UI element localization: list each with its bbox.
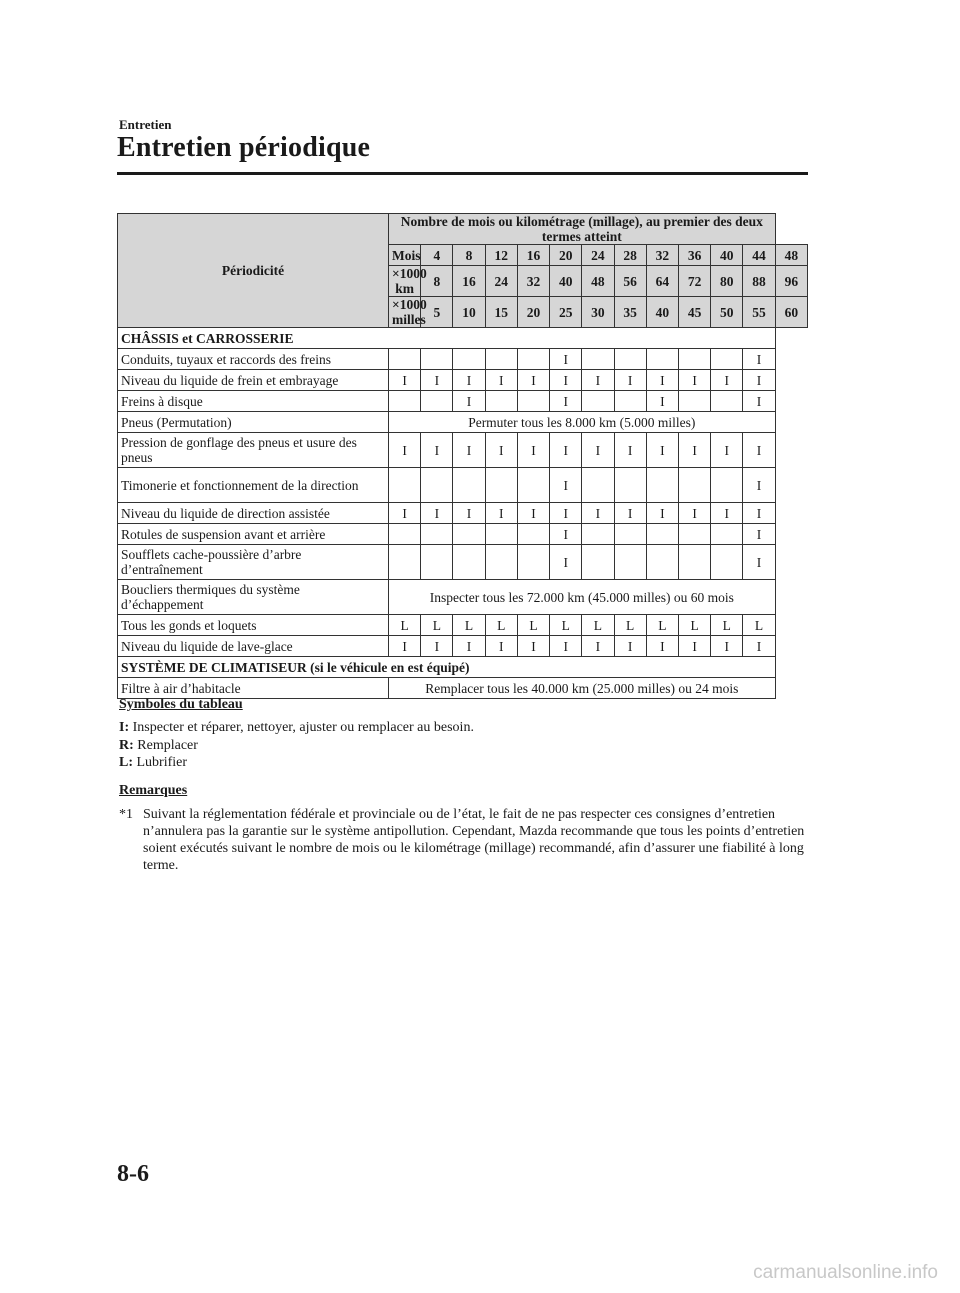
service-cell: I bbox=[485, 503, 517, 524]
service-cell: I bbox=[678, 370, 710, 391]
service-cell: I bbox=[550, 433, 582, 468]
service-cell bbox=[614, 468, 646, 503]
months-value: 28 bbox=[614, 245, 646, 266]
service-cell bbox=[582, 349, 614, 370]
service-cell bbox=[389, 524, 421, 545]
service-cell bbox=[614, 524, 646, 545]
service-cell: I bbox=[517, 503, 549, 524]
section-label: Entretien bbox=[119, 117, 172, 132]
months-value: 44 bbox=[743, 245, 775, 266]
row-label: Niveau du liquide de lave-glace bbox=[118, 636, 389, 657]
row-label: Conduits, tuyaux et raccords des freins bbox=[118, 349, 389, 370]
symbol-key: R: bbox=[119, 738, 134, 753]
service-cell: I bbox=[711, 433, 743, 468]
service-cell: I bbox=[389, 370, 421, 391]
row-label: Niveau du liquide de frein et embrayage bbox=[118, 370, 389, 391]
symbol-text: Remplacer bbox=[137, 738, 198, 753]
service-cell: I bbox=[550, 545, 582, 580]
row-label: Filtre à air d’habitacle bbox=[118, 678, 389, 699]
service-cell: I bbox=[743, 545, 775, 580]
service-cell: I bbox=[550, 503, 582, 524]
service-cell bbox=[678, 524, 710, 545]
service-cell: I bbox=[485, 636, 517, 657]
table-row bbox=[118, 349, 808, 370]
symbol-legend-item bbox=[119, 720, 474, 736]
miles-value: 10 bbox=[453, 297, 485, 328]
service-cell: L bbox=[389, 615, 421, 636]
table-row bbox=[118, 678, 808, 699]
row-interval-note: Remplacer tous les 40.000 km (25.000 milles) ou 24 mois bbox=[389, 678, 776, 699]
km-value: 72 bbox=[678, 266, 710, 297]
service-cell: I bbox=[550, 636, 582, 657]
miles-value: 15 bbox=[485, 297, 517, 328]
service-cell bbox=[485, 391, 517, 412]
service-cell bbox=[614, 545, 646, 580]
symbol-legend-item bbox=[119, 755, 187, 771]
service-cell: I bbox=[743, 433, 775, 468]
symbols-title: Symboles du tableau bbox=[119, 697, 243, 712]
service-cell: I bbox=[421, 433, 453, 468]
table-row bbox=[118, 412, 808, 433]
service-cell: I bbox=[646, 433, 678, 468]
months-value: 16 bbox=[517, 245, 549, 266]
watermark: carmanualsonline.info bbox=[753, 1262, 938, 1283]
service-cell: I bbox=[453, 636, 485, 657]
service-cell bbox=[646, 468, 678, 503]
row-label: Soufflets cache-poussière d’arbre d’entraînement bbox=[118, 545, 389, 580]
row-label: Timonerie et fonctionnement de la direction bbox=[118, 468, 389, 503]
km-value: 64 bbox=[646, 266, 678, 297]
table-row bbox=[118, 468, 808, 503]
remark-text: Suivant la réglementation fédérale et provinciale ou de l’état, le fait de ne pas respecter ces consignes d’entretien n’annulera pas la garantie sur le système antipollution. Cependant, Mazda recommande que tous les points d’entretien soient exécutés suivant le nombre de mois ou le kilométrage (millage) recommandé, afin d’assurer une fiabilité à long terme. bbox=[143, 807, 805, 873]
service-cell bbox=[678, 391, 710, 412]
months-value: 4 bbox=[421, 245, 453, 266]
service-cell: I bbox=[389, 503, 421, 524]
symbol-text: Lubrifier bbox=[136, 755, 188, 770]
service-cell: I bbox=[614, 433, 646, 468]
service-cell: I bbox=[421, 503, 453, 524]
km-value: 32 bbox=[517, 266, 549, 297]
service-cell: L bbox=[582, 615, 614, 636]
service-cell: I bbox=[582, 433, 614, 468]
symbol-key: L: bbox=[119, 755, 133, 770]
service-cell: I bbox=[421, 370, 453, 391]
service-cell: L bbox=[711, 615, 743, 636]
service-cell: I bbox=[582, 636, 614, 657]
service-cell bbox=[453, 349, 485, 370]
miles-value: 55 bbox=[743, 297, 775, 328]
symbol-text: Inspecter et réparer, nettoyer, ajuster ou remplacer au besoin. bbox=[132, 720, 474, 735]
service-cell: I bbox=[517, 433, 549, 468]
km-value: 8 bbox=[421, 266, 453, 297]
service-cell: I bbox=[614, 370, 646, 391]
remark-item bbox=[119, 806, 811, 874]
service-cell: I bbox=[614, 503, 646, 524]
km-value: 48 bbox=[582, 266, 614, 297]
service-cell: I bbox=[711, 636, 743, 657]
service-cell: I bbox=[517, 636, 549, 657]
service-cell: I bbox=[453, 370, 485, 391]
service-cell: I bbox=[678, 503, 710, 524]
service-cell bbox=[421, 545, 453, 580]
page-number: 8-6 bbox=[117, 1161, 149, 1187]
service-cell: I bbox=[582, 503, 614, 524]
service-cell: I bbox=[582, 370, 614, 391]
miles-value: 45 bbox=[678, 297, 710, 328]
page-title: Entretien périodique bbox=[117, 132, 371, 163]
row-label: Freins à disque bbox=[118, 391, 389, 412]
service-cell: I bbox=[485, 433, 517, 468]
service-cell: I bbox=[743, 636, 775, 657]
miles-value: 35 bbox=[614, 297, 646, 328]
table-row bbox=[118, 615, 808, 636]
service-cell bbox=[711, 391, 743, 412]
service-cell: L bbox=[517, 615, 549, 636]
service-cell: I bbox=[550, 370, 582, 391]
months-value: 40 bbox=[711, 245, 743, 266]
table-row bbox=[118, 636, 808, 657]
service-cell bbox=[485, 524, 517, 545]
service-cell bbox=[421, 468, 453, 503]
months-value: 8 bbox=[453, 245, 485, 266]
months-value: 20 bbox=[550, 245, 582, 266]
table-row bbox=[118, 391, 808, 412]
service-cell: I bbox=[743, 391, 775, 412]
service-cell: I bbox=[743, 370, 775, 391]
service-cell: L bbox=[485, 615, 517, 636]
remark-marker: *1 bbox=[119, 807, 133, 822]
miles-value: 20 bbox=[517, 297, 549, 328]
title-divider bbox=[117, 172, 808, 175]
service-cell bbox=[678, 468, 710, 503]
service-cell: I bbox=[550, 524, 582, 545]
service-cell: I bbox=[550, 349, 582, 370]
section-chassis-row bbox=[118, 328, 808, 349]
service-cell: I bbox=[453, 503, 485, 524]
service-cell bbox=[646, 349, 678, 370]
service-cell: I bbox=[646, 370, 678, 391]
miles-label: ×1000 milles bbox=[389, 297, 421, 328]
miles-value: 60 bbox=[775, 297, 807, 328]
miles-value: 40 bbox=[646, 297, 678, 328]
table-row bbox=[118, 524, 808, 545]
service-cell bbox=[421, 349, 453, 370]
service-cell bbox=[485, 545, 517, 580]
service-cell: L bbox=[678, 615, 710, 636]
service-cell bbox=[711, 545, 743, 580]
service-cell bbox=[582, 391, 614, 412]
service-cell bbox=[517, 545, 549, 580]
service-cell bbox=[582, 468, 614, 503]
service-cell bbox=[485, 468, 517, 503]
miles-value: 25 bbox=[550, 297, 582, 328]
service-cell: I bbox=[389, 636, 421, 657]
service-cell bbox=[485, 349, 517, 370]
service-cell: I bbox=[743, 349, 775, 370]
symbol-legend-item bbox=[119, 738, 198, 754]
row-label: Pneus (Permutation) bbox=[118, 412, 389, 433]
service-cell bbox=[389, 545, 421, 580]
interval-header: Nombre de mois ou kilométrage (millage), au premier des deux termes atteint bbox=[389, 214, 776, 245]
service-cell bbox=[517, 391, 549, 412]
service-cell: I bbox=[743, 524, 775, 545]
service-cell bbox=[517, 468, 549, 503]
row-label: Rotules de suspension avant et arrière bbox=[118, 524, 389, 545]
row-label: Boucliers thermiques du système d’échappement bbox=[118, 580, 389, 615]
service-cell: I bbox=[485, 370, 517, 391]
table-row bbox=[118, 370, 808, 391]
service-cell: I bbox=[678, 433, 710, 468]
km-value: 24 bbox=[485, 266, 517, 297]
table-row bbox=[118, 580, 808, 615]
km-value: 80 bbox=[711, 266, 743, 297]
service-cell: I bbox=[453, 433, 485, 468]
km-value: 16 bbox=[453, 266, 485, 297]
row-label: Niveau du liquide de direction assistée bbox=[118, 503, 389, 524]
km-value: 88 bbox=[743, 266, 775, 297]
service-cell: I bbox=[711, 503, 743, 524]
service-cell bbox=[453, 545, 485, 580]
km-value: 96 bbox=[775, 266, 807, 297]
service-cell: I bbox=[743, 468, 775, 503]
service-cell bbox=[711, 349, 743, 370]
service-cell bbox=[453, 468, 485, 503]
service-cell: I bbox=[550, 468, 582, 503]
symbol-key: I: bbox=[119, 720, 130, 735]
section-ac: SYSTÈME DE CLIMATISEUR (si le véhicule en est équipé) bbox=[118, 657, 776, 678]
km-label: ×1000 km bbox=[389, 266, 421, 297]
service-cell bbox=[389, 391, 421, 412]
months-value: 24 bbox=[582, 245, 614, 266]
months-value: 36 bbox=[678, 245, 710, 266]
service-cell bbox=[646, 545, 678, 580]
service-cell: L bbox=[550, 615, 582, 636]
service-cell bbox=[517, 524, 549, 545]
maintenance-schedule-table bbox=[117, 213, 808, 699]
service-cell: I bbox=[646, 636, 678, 657]
row-interval-note: Inspecter tous les 72.000 km (45.000 milles) ou 60 mois bbox=[389, 580, 776, 615]
service-cell bbox=[711, 468, 743, 503]
service-cell bbox=[389, 468, 421, 503]
service-cell bbox=[421, 524, 453, 545]
service-cell: I bbox=[646, 503, 678, 524]
table-row bbox=[118, 433, 808, 468]
section-ac-row bbox=[118, 657, 808, 678]
service-cell: I bbox=[389, 433, 421, 468]
service-cell bbox=[389, 349, 421, 370]
service-cell bbox=[711, 524, 743, 545]
service-cell bbox=[582, 545, 614, 580]
service-cell: I bbox=[453, 391, 485, 412]
remarks-title: Remarques bbox=[119, 783, 188, 798]
service-cell bbox=[421, 391, 453, 412]
service-cell: L bbox=[453, 615, 485, 636]
service-cell bbox=[678, 349, 710, 370]
service-cell: I bbox=[711, 370, 743, 391]
months-label: Mois bbox=[389, 245, 421, 266]
service-cell: I bbox=[614, 636, 646, 657]
service-cell bbox=[453, 524, 485, 545]
service-cell: I bbox=[678, 636, 710, 657]
service-cell bbox=[582, 524, 614, 545]
service-cell: I bbox=[743, 503, 775, 524]
section-chassis: CHÂSSIS et CARROSSERIE bbox=[118, 328, 776, 349]
service-cell: L bbox=[646, 615, 678, 636]
km-value: 40 bbox=[550, 266, 582, 297]
service-cell bbox=[678, 545, 710, 580]
service-cell bbox=[517, 349, 549, 370]
miles-value: 50 bbox=[711, 297, 743, 328]
service-cell: I bbox=[646, 391, 678, 412]
months-value: 32 bbox=[646, 245, 678, 266]
months-value: 48 bbox=[775, 245, 807, 266]
service-cell bbox=[646, 524, 678, 545]
row-label: Tous les gonds et loquets bbox=[118, 615, 389, 636]
service-cell: L bbox=[421, 615, 453, 636]
table-row bbox=[118, 545, 808, 580]
service-cell: L bbox=[743, 615, 775, 636]
row-interval-note: Permuter tous les 8.000 km (5.000 milles) bbox=[389, 412, 776, 433]
table-row bbox=[118, 503, 808, 524]
periodicity-header: Périodicité bbox=[118, 214, 389, 328]
km-value: 56 bbox=[614, 266, 646, 297]
miles-value: 5 bbox=[421, 297, 453, 328]
months-value: 12 bbox=[485, 245, 517, 266]
service-cell: L bbox=[614, 615, 646, 636]
service-cell bbox=[614, 391, 646, 412]
row-label: Pression de gonflage des pneus et usure des pneus bbox=[118, 433, 389, 468]
miles-value: 30 bbox=[582, 297, 614, 328]
service-cell: I bbox=[550, 391, 582, 412]
service-cell bbox=[614, 349, 646, 370]
service-cell: I bbox=[421, 636, 453, 657]
service-cell: I bbox=[517, 370, 549, 391]
